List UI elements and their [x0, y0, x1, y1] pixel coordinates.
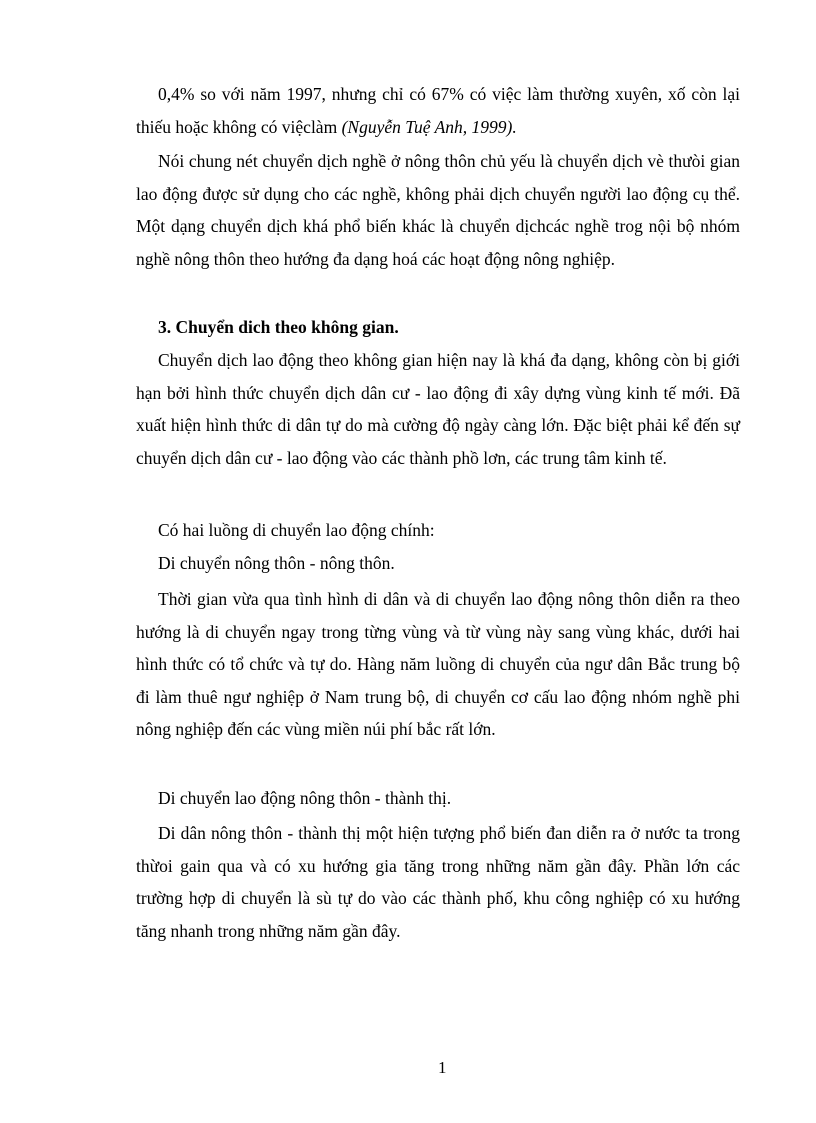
- paragraph-1-text: 0,4% so với năm 1997, nhưng chỉ có 67% có việc làm thường xuyên, xố còn lại thiếu hoặc không có việclàm: [136, 84, 740, 137]
- paragraph-3: Chuyển dịch lao động theo không gian hiện nay là khá đa dạng, không còn bị giới hạn bởi hình thức chuyển dịch dân cư - lao động đi xây dựng vùng kinh tế mới. Đã xuất hiện hình thức di dân tự do mà cường độ ngày càng lớn. Đặc biệt phải kể đến sự chuyển dịch dân cư - lao động vào các thành phồ lơn, các trung tâm kinh tế.: [136, 350, 740, 468]
- paragraph-5: Di dân nông thôn - thành thị một hiện tượng phổ biến đan diễn ra ở nước ta trong thừoi gain qua và có xu hướng gia tăng trong những năm gần đây. Phần lớn các trường hợp di chuyển là sù tự do vào các thành phố, khu công nghiệp có xu hướng tăng nhanh trong những năm gần đây.: [136, 823, 740, 941]
- page-number: 1: [438, 1058, 447, 1077]
- citation: (Nguyễn Tuệ Anh, 1999).: [341, 116, 517, 137]
- paragraph-2: Nói chung nét chuyển dịch nghề ở nông thôn chủ yếu là chuyển dịch vè thưòi gian lao động được sử dụng cho các nghề, không phải dịch chuyển người lao động cụ thể. Một dạng chuyển dịch khá phổ biến khác là chuyển dịchcác nghề trog nội bộ nhóm nghề nông thôn theo hướng đa dạng hoá các hoạt động nông nghiệp.: [136, 151, 740, 269]
- paragraph-1: [136, 78, 740, 143]
- rural-rural-line: Di chuyển nông thôn - nông thôn.: [158, 553, 395, 573]
- rural-urban-line: Di chuyển lao động nông thôn - thành thị.: [158, 788, 452, 808]
- paragraph-4: Thời gian vừa qua tình hình di dân và di chuyển lao động nông thôn diễn ra theo hướng là di chuyển ngay trong từng vùng và từ vùng này sang vùng khác, dưới hai hình thức có tổ chức và tự do. Hàng năm luồng di chuyển của ngư dân Bắc trung bộ đi làm thuê ngư nghiệp ở Nam trung bộ, di chuyển cơ cấu lao động nhóm nghề phi nông nghiệp đến các vùng miền núi phí bắc rất lớn.: [136, 589, 740, 739]
- two-flows-line: Có hai luồng di chuyển lao động chính:: [158, 520, 435, 540]
- section-heading-3: 3. Chuyển dich theo không gian.: [158, 317, 399, 337]
